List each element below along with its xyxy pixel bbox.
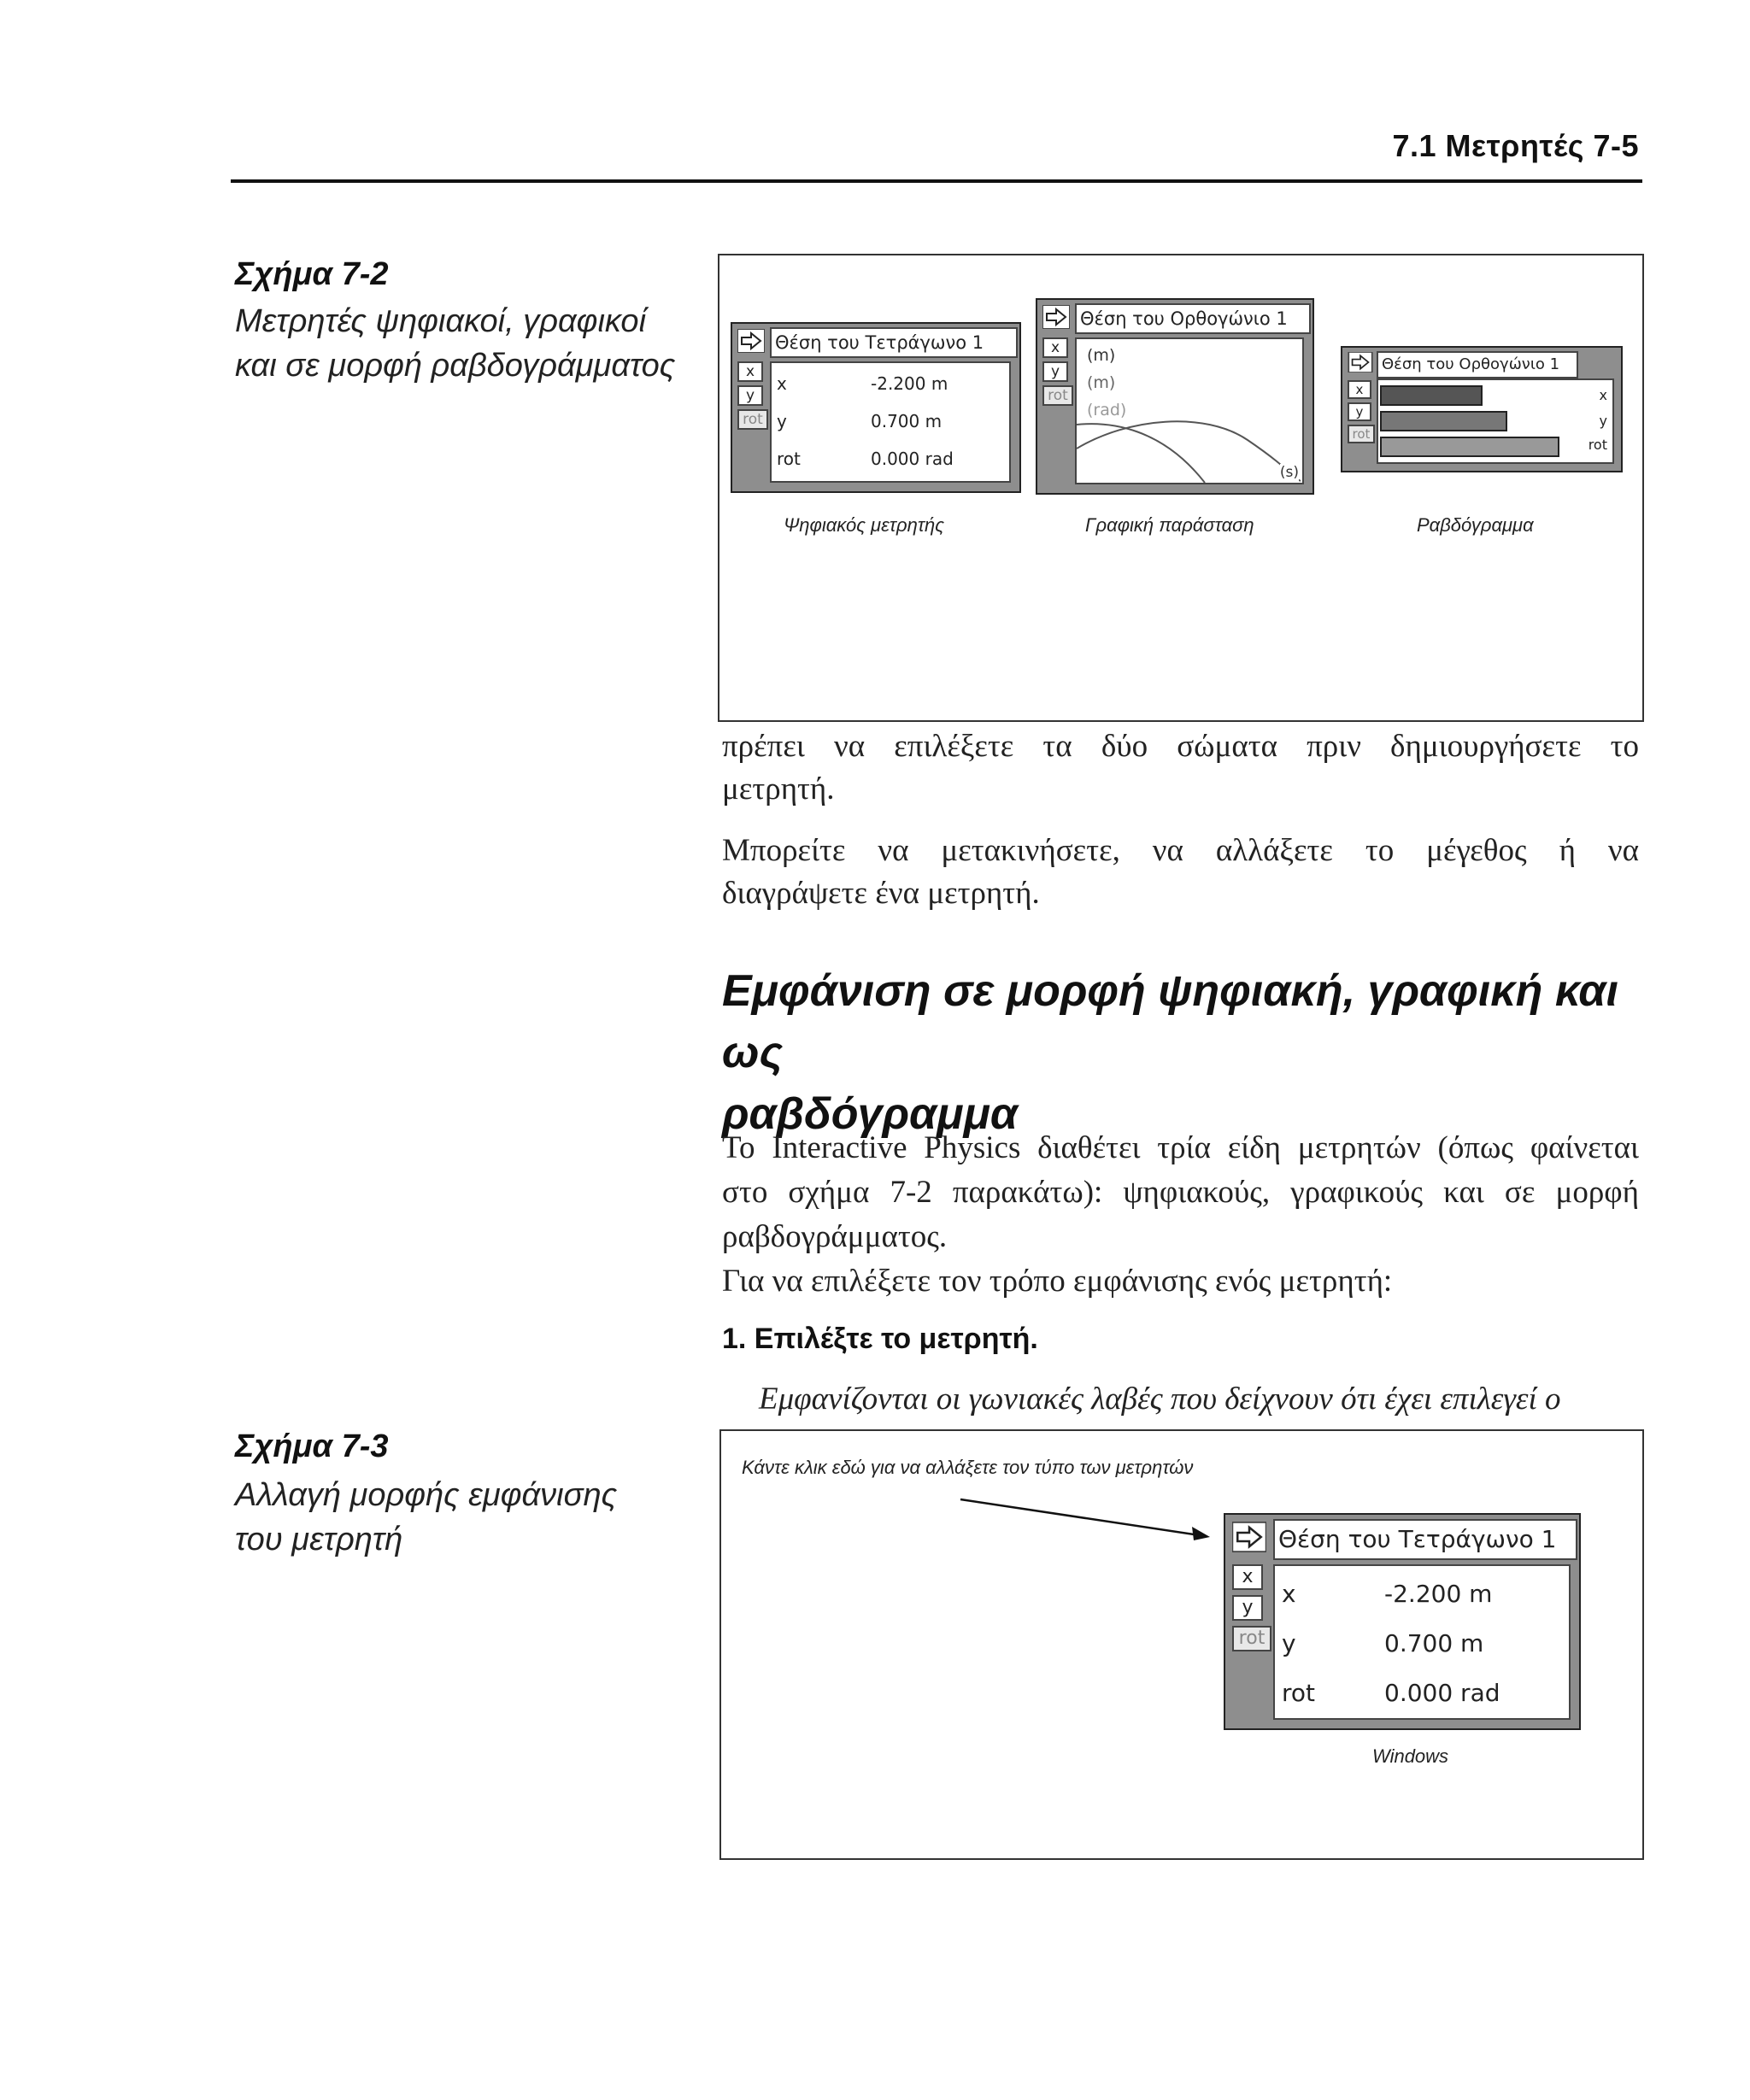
row-value: -2.200 m: [1384, 1580, 1493, 1608]
graph-unit-label: (m): [1087, 346, 1116, 365]
rot-button[interactable]: rot: [1042, 385, 1073, 406]
meter-type-arrow-icon[interactable]: [737, 329, 765, 353]
figure-7-3-description: [235, 1473, 617, 1562]
row-value: 0.700 m: [871, 411, 943, 431]
meter-type-arrow-icon[interactable]: [1348, 352, 1373, 372]
y-button[interactable]: y: [1232, 1595, 1263, 1621]
figure-7-3-desc-line: του μετρητή: [235, 1522, 403, 1557]
bar-label: y: [1599, 413, 1607, 429]
annotation-text: Κάντε κλικ εδώ για να αλλάξετε τον τύπο των μετρητών: [742, 1457, 1194, 1478]
heading-line: Εμφάνιση σε μορφή ψηφιακή, γραφική και ως: [722, 966, 1618, 1077]
row-value: 0.000 rad: [1384, 1679, 1500, 1707]
y-bar: [1380, 411, 1507, 431]
graph-unit-label: (m): [1087, 373, 1116, 392]
bar-label: rot: [1588, 437, 1607, 453]
text-line: στο σχήμα 7-2 παρακάτω): ψηφιακούς, γραφικούς και σε μορφή: [722, 1175, 1639, 1210]
paragraph-4: Για να επιλέξετε τον τρόπο εμφάνισης ενός μετρητή:: [722, 1264, 1393, 1299]
row-value: -2.200 m: [871, 373, 948, 394]
rot-button[interactable]: rot: [737, 409, 768, 430]
paragraph-3-end: [722, 1215, 1639, 1259]
meter-windows[interactable]: [1224, 1513, 1581, 1730]
graph-meter-caption: Γραφική παράσταση: [1085, 514, 1254, 536]
graph-time-unit: (s): [1279, 464, 1299, 481]
row-name: rot: [777, 449, 801, 469]
paragraph-1: [722, 724, 1639, 769]
bar-meter-caption: Ραβδόγραμμα: [1417, 514, 1534, 536]
row-name: x: [777, 373, 787, 394]
y-button[interactable]: y: [1042, 361, 1068, 382]
figure-7-3-label: Σχήμα 7-3: [235, 1428, 389, 1464]
paragraph-2-end: [722, 871, 1639, 916]
paragraph-3: [722, 1126, 1639, 1215]
x-button[interactable]: x: [1348, 380, 1371, 399]
graph-unit-label: (rad): [1087, 401, 1127, 419]
text-line: ραβδογράμματος.: [722, 1219, 948, 1254]
digital-meter[interactable]: [731, 322, 1021, 493]
row-value: 0.700 m: [1384, 1629, 1484, 1657]
x-button[interactable]: x: [737, 361, 763, 382]
meter-title: Θέση του Ορθογώνιο 1: [1377, 351, 1578, 378]
meter-title: Θέση του Τετράγωνο 1: [770, 327, 1018, 358]
y-button[interactable]: y: [1348, 402, 1371, 421]
meter-type-arrow-icon[interactable]: [1042, 305, 1070, 329]
meter-title: Θέση του Ορθογώνιο 1: [1075, 303, 1311, 334]
heading-line: ραβδόγραμμα: [722, 1089, 1019, 1139]
text-line: μετρητή.: [722, 771, 835, 807]
digital-meter-caption: Ψηφιακός μετρητής: [784, 514, 944, 536]
paragraph-2: [722, 829, 1639, 873]
figure-7-2-frame: [718, 254, 1644, 722]
meter-title: Θέση του Τετράγωνο 1: [1273, 1519, 1577, 1560]
row-value: 0.000 rad: [871, 449, 954, 469]
figure-7-2-desc-line: και σε μορφή ραβδογράμματος: [235, 348, 676, 384]
text-line: Μπορείτε να μετακινήσετε, να αλλάξετε το μέγεθος ή να: [722, 833, 1639, 868]
graph-plot-area: [1075, 337, 1304, 484]
y-button[interactable]: y: [737, 385, 763, 406]
row-name: y: [777, 411, 787, 431]
x-button[interactable]: x: [1232, 1564, 1263, 1590]
header-rule: [231, 179, 1642, 183]
meter-type-arrow-icon[interactable]: [1232, 1522, 1266, 1552]
bar-track: [1380, 411, 1585, 431]
text-line: Το Interactive Physics διαθέτει τρία είδη μετρητών (όπως φαίνεται: [722, 1130, 1639, 1165]
rot-button[interactable]: rot: [1232, 1626, 1271, 1651]
figure-7-2-label: Σχήμα 7-2: [235, 256, 389, 292]
step-1-note: Εμφανίζονται οι γωνιακές λαβές που δείχνουν ότι έχει επιλεγεί ο: [759, 1381, 1561, 1417]
text-line: πρέπει να επιλέξετε τα δύο σώματα πριν δημιουργήσετε το: [722, 729, 1639, 764]
row-name: x: [1282, 1580, 1296, 1608]
readout-panel: [1273, 1564, 1571, 1720]
windows-caption: Windows: [1372, 1745, 1449, 1767]
x-button[interactable]: x: [1042, 337, 1068, 358]
text-line: διαγράψετε ένα μετρητή.: [722, 876, 1040, 911]
paragraph-1-end: [722, 767, 1639, 812]
figure-7-2-desc-line: Μετρητές ψηφιακοί, γραφικοί: [235, 303, 647, 339]
bar-meter[interactable]: [1341, 346, 1623, 472]
bar-track: [1380, 437, 1559, 457]
figure-7-3-frame: [719, 1429, 1644, 1860]
figure-7-2-description: [235, 299, 675, 388]
graph-meter[interactable]: [1036, 298, 1314, 495]
bar-track: [1380, 385, 1585, 406]
section-heading: [722, 960, 1645, 1145]
rot-bar: [1380, 437, 1559, 457]
bar-label: x: [1599, 387, 1607, 403]
step-1: 1. Επιλέξτε το μετρητή.: [722, 1323, 1038, 1355]
bar-panel: [1377, 378, 1614, 464]
rot-button[interactable]: rot: [1348, 425, 1375, 443]
row-name: y: [1282, 1629, 1296, 1657]
figure-7-3-desc-line: Αλλαγή μορφής εμφάνισης: [235, 1477, 618, 1513]
running-head: 7.1 Μετρητές 7-5: [1392, 128, 1639, 163]
readout-panel: [770, 361, 1011, 483]
row-name: rot: [1282, 1679, 1316, 1707]
x-bar: [1380, 385, 1483, 406]
